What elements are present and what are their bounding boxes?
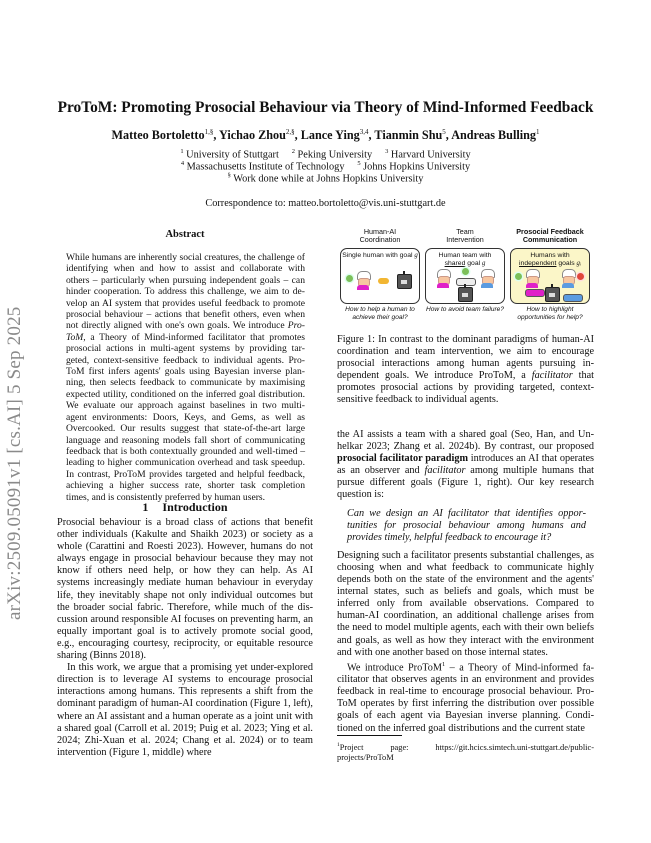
paragraph: In this work, we argue that a promising yet under-explored direction is to leverage AI systems to encourage prosocial interactions among humans. This represents a shift from the dominant paradigm of human-AI coordination (Figure 1, left), where an AI assistant and a human operate as a joint unit with a shared goal (Carroll et al. 2019; Puig et al. 2023; Ying et al. 2024; Zhi-Xuan et al. 2024; Chang et al. 2024) or to team intervention (Figure 1, middle) where [57,662,313,758]
affiliations-line-2: $^4$ Massachusetts Institute of Technology $^5$ Johns Hopkins University [180,160,471,173]
panel-caption: How to help a human to achieve their goal? [345,306,415,321]
robot-icon [458,287,473,302]
footnote-rule [337,735,402,736]
correspondence: Correspondence to: matteo.bortoletto@vis.uni-stuttgart.de [205,198,446,209]
figure-panel-prosocial-feedback [509,228,591,328]
paragraph: Prosocial behaviour is a broad class of actions that benefit other individuals (Kakulte and Shaikh 2023) or society as a whole (Carattini and Roesti 2023). However, humans do not always engage in prosocial behaviour because they may not know if others need help, or how they can help. As AI systems increasingly mediate human behaviour in everyday life, they inevitably shape not only individual outcomes but the broader social fabric. Therefore, while much of the discussion around responsible AI focuses on preventing harm, an equally important goal is to actively promote social good, e.g., encouraging courtesy, reciprocity, or equitable resource sharing (Binns 2018). [57,517,313,662]
figure-1 [337,228,594,328]
figure-panel-team-intervention [424,228,506,328]
panel-box-text: Single human with goal g [342,252,418,259]
author: Yichao Zhou$^{2,\S}$ [218,128,295,143]
human-chef-icon [525,269,539,289]
green-goal-icon [462,268,469,275]
paragraph: Designing such a facilitator presents substantial challenges, as choosing when and what feedback to communicate highly depends both on the state of the environment and the agents' internal states, such as beliefs and goals, which must be inferred only from available observations. Compared to human-AI coordination, an additional challenge arises from the need to model multiple agents, each with their own beliefs and goals, as well as how they interact with the environment and with one another based on those internal states. [337,549,594,658]
research-question: Can we design an AI facilitator that identifies opportunities for prosocial behaviour among humans and provides timely, helpful feedback to encourage it? [347,507,586,543]
human-chef-icon [561,269,575,289]
panel-caption: How to highlight opportunities for help? [517,306,583,321]
panel-box [340,248,420,304]
blue-speech-bubble-icon [563,294,583,302]
robot-icon [545,287,560,302]
red-goal-icon [577,273,584,280]
affiliations-line-1: $^1$ University of Stuttgart $^2$ Peking University $^3$ Harvard University [180,148,471,161]
paper-title: ProToM: Promoting Prosocial Behaviour via Theory of Mind-Informed Feedback [57,99,594,116]
paragraph: the AI assists a team with a shared goal (Seo, Han, and Unhelkar 2023; Zhang et al. 2024b). By contrast, our proposed prosocial facilitator paradigm introduces an AI that operates as an observer and facilitator among multiple humans that pursue different goals (Figure 1, right). Our key research question is: [337,429,594,501]
green-goal-icon [515,273,522,280]
pink-speech-bubble-icon [525,289,545,297]
author: Tianmin Shu$^5$ [374,128,446,143]
panel-heading: Human-AI Coordination [359,227,401,245]
panel-heading: Team Intervention [446,227,484,245]
footnote-link[interactable]: Project page: https://git.hcics.simtech.uni-stuttgart.de/public-projects/ProToM [337,742,594,762]
section-heading-introduction: 1 Introduction [142,500,228,514]
author: Andreas Bulling$^1$ [451,128,540,143]
handshake-icon [378,278,389,284]
panel-box-text: Human team with shared goal g [438,252,492,267]
panel-heading: Prosocial Feedback Communication [516,227,584,245]
author-list: Matteo Bortoletto$^{1,\S}$, Yichao Zhou$^{2,\S}$, Lance Ying$^{3,4}$, Tianmin Shu$^5$, Andreas Bulling$^1$ [111,128,540,143]
panel-caption: How to avoid team failure? [425,306,505,313]
abstract-body: While humans are inherently social creatures, the challenge of identifying when and how to assist and collaborate with others – particularly when pursuing independent goals – can hinder cooperation. To address this challenge, we aim to develop an AI system that provides useful feedback to promote prosocial behaviour – actions that benefit others, even when not directly aligned with one's own goals. We introduce ProToM, a Theory of Mind-informed facilitator that promotes prosocial actions in multi-agent systems by providing targeted, context-sensitive feedback to individual agents. ProToM first infers agents' goals using Bayesian inverse planning, then selects feedback to communicate by maximising expected utility, conditioned on the inferred goal distribution. We evaluate our approach against baselines in two multi-agent environments: Doors, Keys, and Gems, as well as Overcooked. Our results suggest that state-of-the-art large language and reasoning models fall short of communicating feedback that is both contextually grounded and well-timed – leading to higher communication overhead and task speedup. In contrast, ProToM provides targeted and helpful feedback, achieving a higher success rate, shorter task completion times, and is consistently preferred by human users. [66,252,305,503]
author: Matteo Bortoletto$^{1,\S}$ [111,128,214,143]
panel-box [510,248,590,304]
footnote: $^1$Project page: https://git.hcics.simtech.uni-stuttgart.de/public-projects/ProToM [337,742,594,762]
right-column-body [337,429,594,735]
robot-icon [397,274,412,289]
speech-bubble-icon [456,278,476,286]
abstract-heading: Abstract [165,229,205,240]
green-goal-icon [346,275,353,282]
introduction-body [57,517,313,759]
panel-box-text: Humans with independent goals gᵢ [519,252,581,267]
human-chef-icon [436,269,450,289]
panel-box [425,248,505,304]
human-chef-icon [356,271,370,291]
affiliations-line-3: § Work done while at Johns Hopkins University [227,172,424,185]
paragraph: We introduce ProToM$^1$ – a Theory of Mind-informed facilitator that observes agents in an environment and provides feedback in real-time to encourage prosocial behaviour. ProToM operates by first inferring the distribution over possible goals of each agent via Bayesian inverse planning. Conditioned on the inferred goal distributions and the current state [337,660,594,734]
human-chef-icon [480,269,494,289]
author: Lance Ying$^{3,4}$ [300,128,369,143]
arxiv-stamp: arXiv:2509.05091v1 [cs.AI] 5 Sep 2025 [4,306,25,620]
figure-1-caption: Figure 1: In contrast to the dominant paradigms of human-AI coordination and team intervention, we aim to encourage prosocial interactions among human agents pursuing independent goals. We introduce ProToM, a facilitator that promotes prosocial actions by providing targeted, context-sensitive feedback to individual agents. [337,334,595,406]
figure-panel-human-ai-coordination [339,228,421,328]
